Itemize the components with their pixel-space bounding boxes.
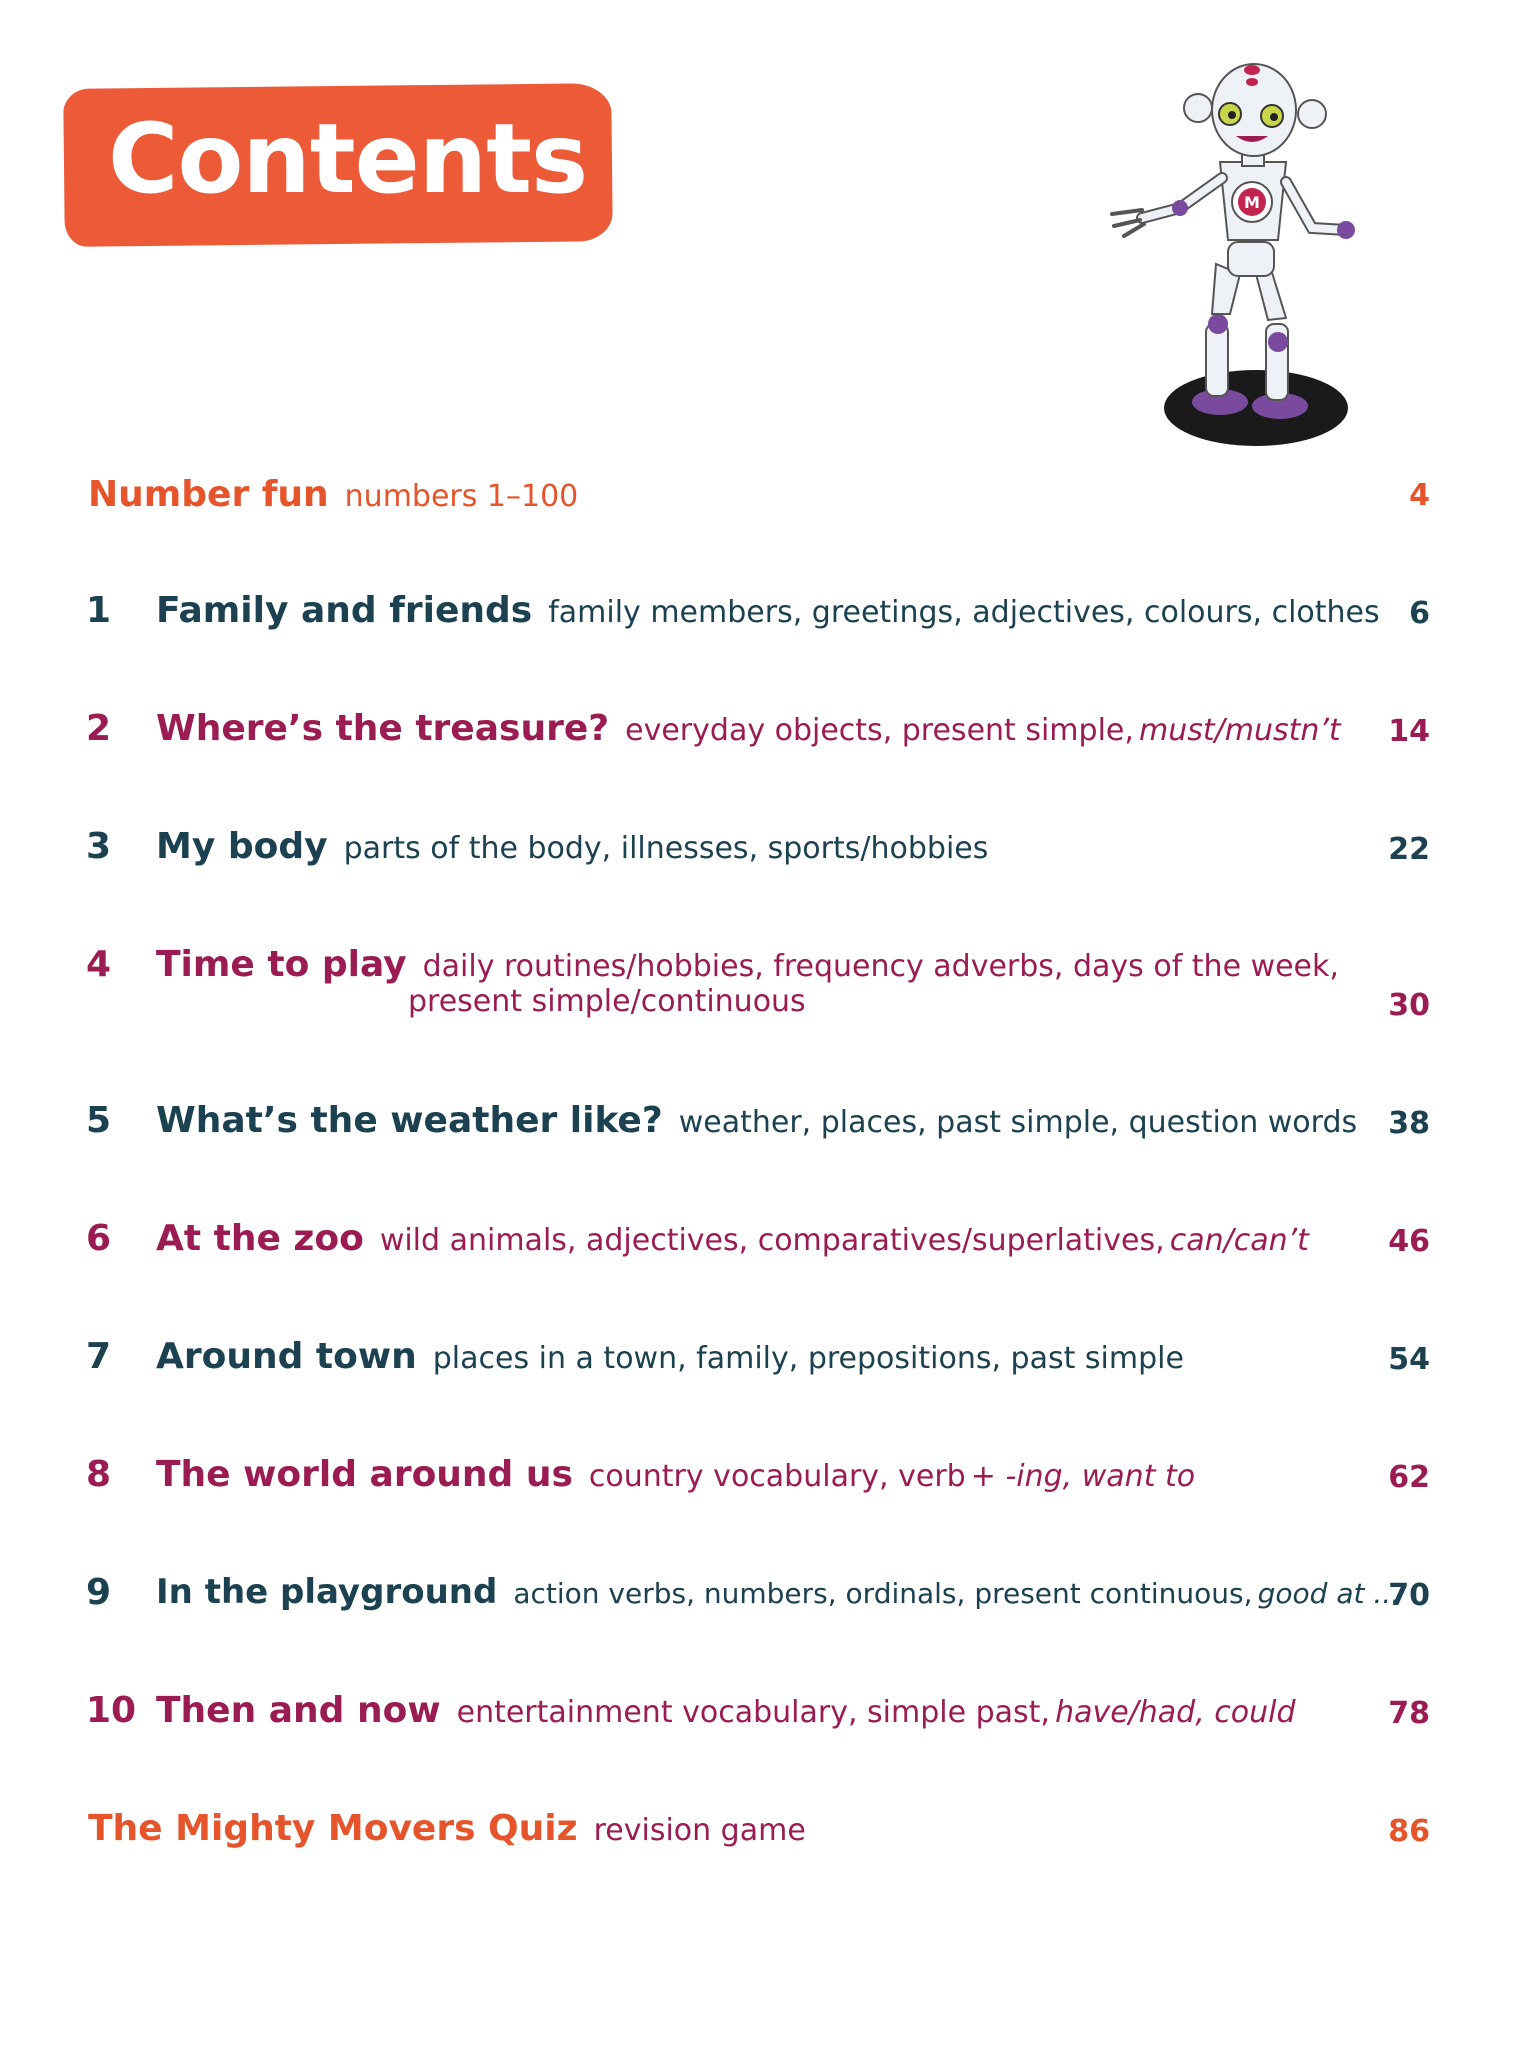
toc-description: country vocabulary, verb xyxy=(588,1459,966,1494)
toc-page-number: 70 xyxy=(1388,1578,1430,1613)
unit-number: 2 xyxy=(86,708,112,749)
toc-page-number: 30 xyxy=(1388,988,1430,1023)
toc-description-italic: + -ing, want to xyxy=(970,1459,1196,1494)
toc-heading: Where’s the treasure? xyxy=(156,708,610,749)
toc-page-number: 38 xyxy=(1388,1106,1430,1141)
toc-description: everyday objects, present simple, xyxy=(625,713,1134,748)
toc-heading: Then and now xyxy=(156,1690,441,1731)
unit-number: 3 xyxy=(86,826,112,867)
unit-number: 8 xyxy=(86,1454,112,1495)
robot-badge: M xyxy=(1244,193,1260,212)
unit-number: 9 xyxy=(86,1572,112,1613)
toc-page-number: 62 xyxy=(1388,1460,1430,1495)
toc-heading: My body xyxy=(156,826,328,867)
toc-heading: Family and friends xyxy=(156,590,533,631)
unit-number: 4 xyxy=(86,944,112,985)
toc-page-number: 4 xyxy=(1409,478,1430,513)
toc-description: entertainment vocabulary, simple past, xyxy=(456,1695,1050,1730)
toc-heading: At the zoo xyxy=(156,1218,364,1259)
unit-number: 6 xyxy=(86,1218,112,1259)
toc-heading: Time to play xyxy=(156,944,407,985)
toc-description: weather, places, past simple, question words xyxy=(678,1105,1358,1140)
toc-heading: What’s the weather like? xyxy=(156,1100,663,1141)
toc-description: places in a town, family, prepositions, past simple xyxy=(432,1341,1184,1376)
toc-page-number: 22 xyxy=(1388,832,1430,867)
toc-description: wild animals, adjectives, comparatives/superlatives, xyxy=(379,1223,1165,1258)
toc-page-number: 54 xyxy=(1388,1342,1430,1377)
toc-description-italic: can/can’t xyxy=(1169,1223,1309,1258)
unit-number: 7 xyxy=(86,1336,112,1377)
toc-page-number: 78 xyxy=(1388,1696,1430,1731)
toc-description: daily routines/hobbies, frequency adverbs, days of the week, xyxy=(422,949,1339,984)
unit-number: 1 xyxy=(86,590,112,631)
toc-page-number: 14 xyxy=(1388,714,1430,749)
toc-description: action verbs, numbers, ordinals, present continuous, xyxy=(513,1577,1253,1610)
toc-description: family members, greetings, adjectives, colours, clothes xyxy=(548,595,1380,630)
toc-page-number: 6 xyxy=(1409,596,1430,631)
toc-description: revision game xyxy=(593,1813,806,1848)
toc-page-number: 86 xyxy=(1388,1814,1430,1849)
toc-heading: The Mighty Movers Quiz xyxy=(88,1808,578,1849)
toc-heading: In the playground xyxy=(156,1572,498,1612)
toc-description-line2: present simple/continuous xyxy=(408,984,806,1019)
toc-heading: The world around us xyxy=(156,1454,573,1495)
page-title: Contents xyxy=(108,103,588,215)
toc-heading: Number fun xyxy=(88,474,329,515)
toc-description: parts of the body, illnesses, sports/hobbies xyxy=(343,831,989,866)
toc-description-italic: must/mustn’t xyxy=(1139,713,1341,748)
toc-description-italic: have/had, could xyxy=(1055,1695,1296,1730)
robot-mascot-icon xyxy=(1090,52,1370,472)
toc-page-number: 46 xyxy=(1388,1224,1430,1259)
unit-number: 5 xyxy=(86,1100,112,1141)
unit-number: 10 xyxy=(86,1690,137,1731)
toc-description-italic: good at ... xyxy=(1257,1577,1401,1610)
toc-description: numbers 1–100 xyxy=(344,479,579,514)
toc-heading: Around town xyxy=(156,1336,417,1377)
